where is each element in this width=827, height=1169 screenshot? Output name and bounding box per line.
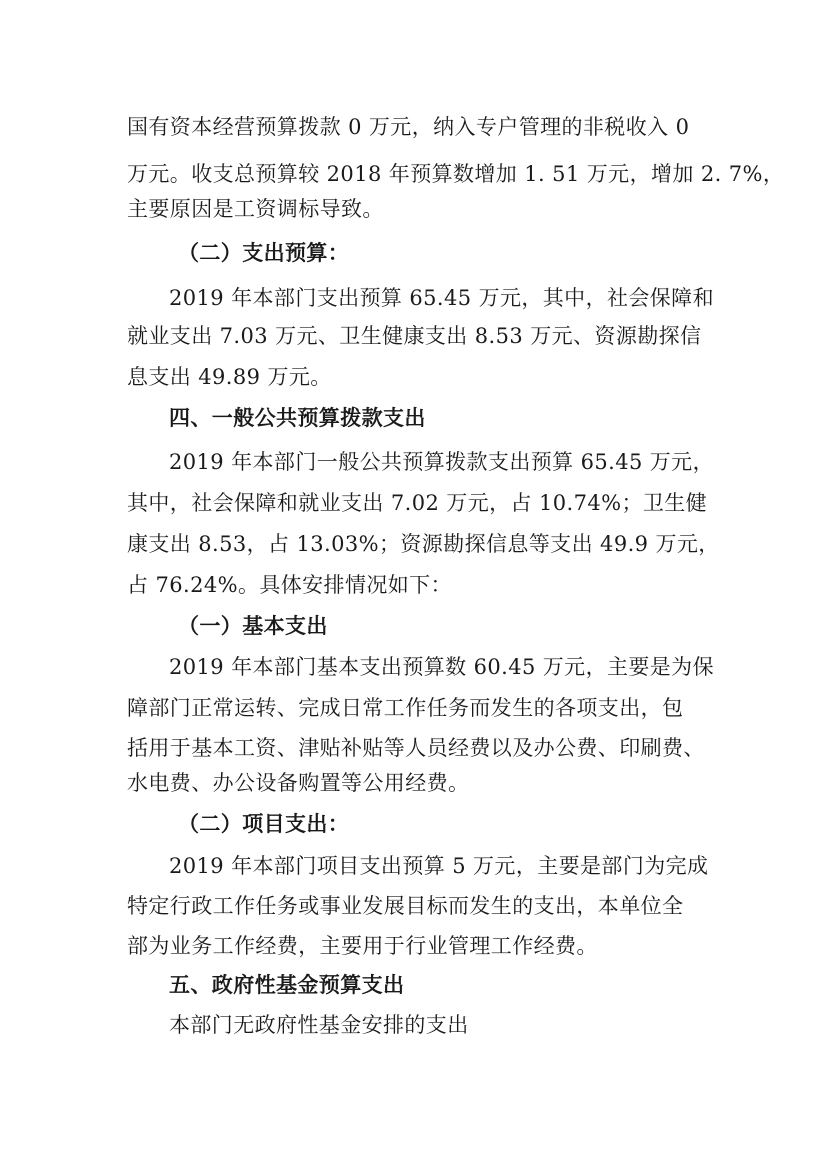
subsection-heading: （二）支出预算： [178, 240, 350, 265]
paragraph-line: 息支出 49.89 万元。 [127, 365, 332, 389]
paragraph-line: 康支出 8.53，占 13.03%；资源勘探信息等支出 49.9 万元， [127, 532, 720, 556]
paragraph-line: 2019 年本部门基本支出预算数 60.45 万元，主要是为保 [169, 655, 714, 679]
paragraph-line: 本部门无政府性基金安排的支出 [169, 1013, 469, 1037]
paragraph-line: 特定行政工作任务或事业发展目标而发生的支出，本单位全 [127, 894, 684, 918]
paragraph-line: 占 76.24%。具体安排情况如下： [127, 573, 452, 597]
paragraph-line: 万元。收支总预算较 2018 年预算数增加 1. 51 万元，增加 2. 7%， [127, 162, 785, 186]
paragraph-line: 2019 年本部门一般公共预算拨款支出预算 65.45 万元， [169, 450, 714, 474]
subsection-heading: （二）项目支出： [178, 811, 350, 836]
paragraph-line: 括用于基本工资、津贴补贴等人员经费以及办公费、印刷费、 [127, 736, 705, 760]
paragraph-line: 国有资本经营预算拨款 0 万元，纳入专户管理的非税收入 0 [127, 115, 690, 139]
paragraph-line: 部为业务工作经费，主要用于行业管理工作经费。 [127, 934, 598, 958]
section-heading: 四、一般公共预算拨款支出 [169, 406, 426, 430]
paragraph-line: 主要原因是工资调标导致。 [127, 197, 384, 221]
paragraph-line: 2019 年本部门支出预算 65.45 万元，其中，社会保障和 [169, 286, 714, 310]
subsection-heading: （一）基本支出 [178, 613, 328, 638]
paragraph-line: 障部门正常运转、完成日常工作任务而发生的各项支出，包 [127, 696, 684, 720]
paragraph-line: 其中，社会保障和就业支出 7.02 万元，占 10.74%；卫生健 [127, 491, 708, 515]
paragraph-line: 就业支出 7.03 万元、卫生健康支出 8.53 万元、资源勘探信 [127, 324, 702, 348]
paragraph-line: 2019 年本部门项目支出预算 5 万元，主要是部门为完成 [169, 854, 709, 878]
section-heading: 五、政府性基金预算支出 [169, 973, 405, 997]
paragraph-line: 水电费、办公设备购置等公用经费。 [127, 771, 470, 795]
